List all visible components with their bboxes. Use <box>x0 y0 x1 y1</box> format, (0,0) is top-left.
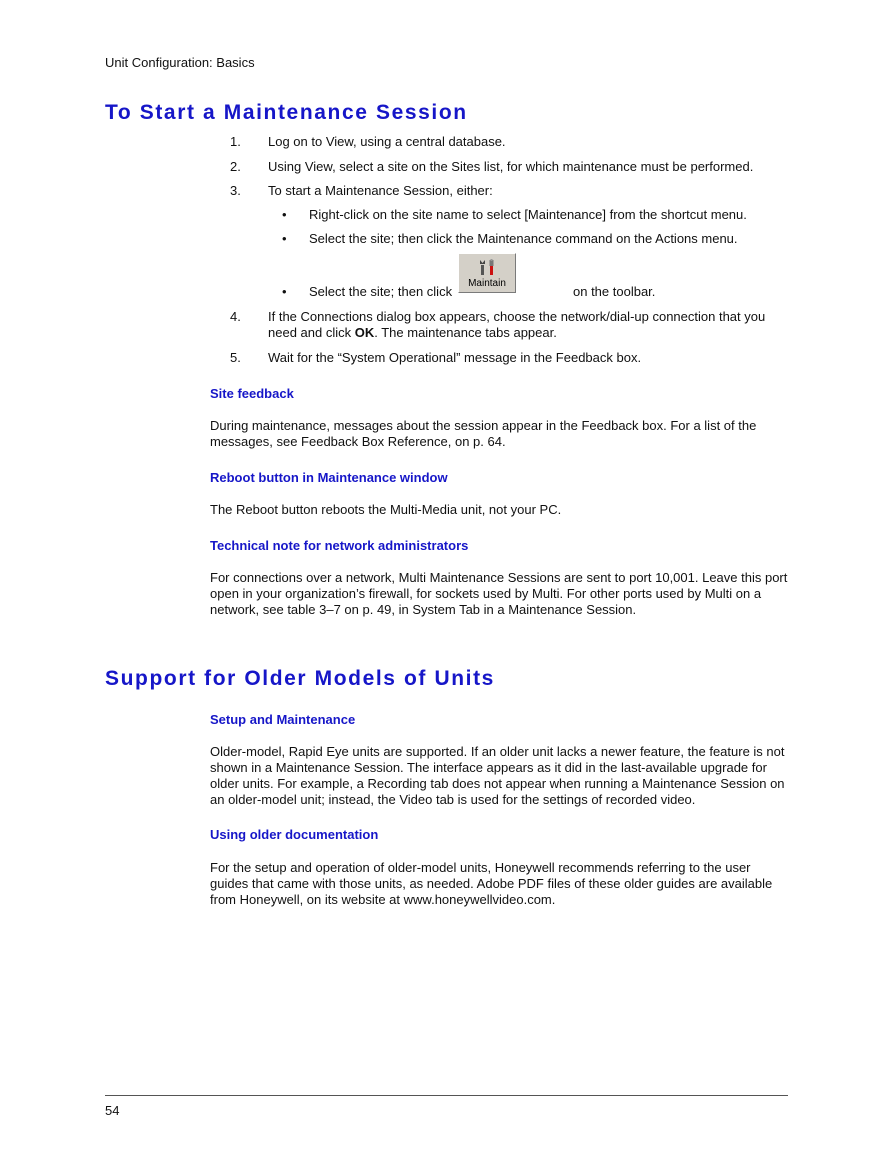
step-number: 2. <box>230 159 241 174</box>
subheading-reboot-button: Reboot button in Maintenance window <box>210 470 448 485</box>
paragraph-setup-maintenance: Older-model, Rapid Eye units are supported. If an older unit lacks a newer feature, the feature is not shown in a Maintenance Session. The interface appears as it did in the last-available upgrade for older units. For example, a Recording tab does not appear when running a Maintenance Session on an older-model unit; instead, the Video tab is used for the settings of recorded video. <box>210 744 785 807</box>
paragraph-site-feedback: During maintenance, messages about the session appear in the Feedback box. For a list of the messages, see Feedback Box Reference, on p. 64. <box>210 418 757 449</box>
step-text: Using View, select a site on the Sites list, for which maintenance must be performed. <box>268 159 754 174</box>
page-number: 54 <box>105 1103 120 1118</box>
subheading-older-documentation: Using older documentation <box>210 827 379 842</box>
step-text: Log on to View, using a central database. <box>268 134 506 149</box>
running-header: Unit Configuration: Basics <box>105 55 255 70</box>
subheading-setup-maintenance: Setup and Maintenance <box>210 712 356 727</box>
bullet-dot: • <box>282 207 287 222</box>
step-text-part: . The maintenance tabs appear. <box>374 325 557 340</box>
bullet-text-before: Select the site; then click <box>309 284 453 299</box>
step-text: To start a Maintenance Session, either: <box>268 183 493 198</box>
bullet-dot: • <box>282 284 287 299</box>
subheading-site-feedback: Site feedback <box>210 386 294 401</box>
tools-icon <box>479 258 497 276</box>
bullet-text: Right-click on the site name to select [Maintenance] from the shortcut menu. <box>309 207 747 222</box>
ok-emphasis: OK <box>354 325 375 340</box>
paragraph-technical-note: For connections over a network, Multi Maintenance Sessions are sent to port 10,001. Leave this port open in your organization’s firewall, for sockets used by Multi. For other ports used by Multi on a network, see table 3–7 on p. 49, in System Tab in a Maintenance Session. <box>210 570 788 617</box>
footer-divider <box>105 1095 788 1096</box>
step-number: 1. <box>230 134 241 149</box>
bullet-text: Select the site; then click the Maintenance command on the Actions menu. <box>309 231 738 246</box>
step-text-part: If the Connections dialog box appears, choose the network/dial-up connection that you need and click <box>268 309 766 340</box>
step-text: Wait for the “System Operational” message in the Feedback box. <box>268 350 642 365</box>
section-title-older-models: Support for Older Models of Units <box>105 667 495 690</box>
step-number: 4. <box>230 309 241 324</box>
maintain-toolbar-button <box>458 253 516 293</box>
step-number: 3. <box>230 183 241 198</box>
subheading-technical-note: Technical note for network administrators <box>210 538 469 553</box>
paragraph-reboot-button: The Reboot button reboots the Multi-Media unit, not your PC. <box>210 502 562 517</box>
bullet-text-after: on the toolbar. <box>573 284 656 299</box>
step-text <box>268 309 788 341</box>
maintain-button-label: Maintain <box>468 278 506 289</box>
paragraph-older-documentation: For the setup and operation of older-model units, Honeywell recommends referring to the user guides that came with those units, as needed. Adobe PDF files of these older guides are available from Honeywell, on its website at www.honeywellvideo.com. <box>210 860 773 907</box>
section-title-start-maintenance: To Start a Maintenance Session <box>105 101 468 124</box>
bullet-dot: • <box>282 231 287 246</box>
step-number: 5. <box>230 350 241 365</box>
